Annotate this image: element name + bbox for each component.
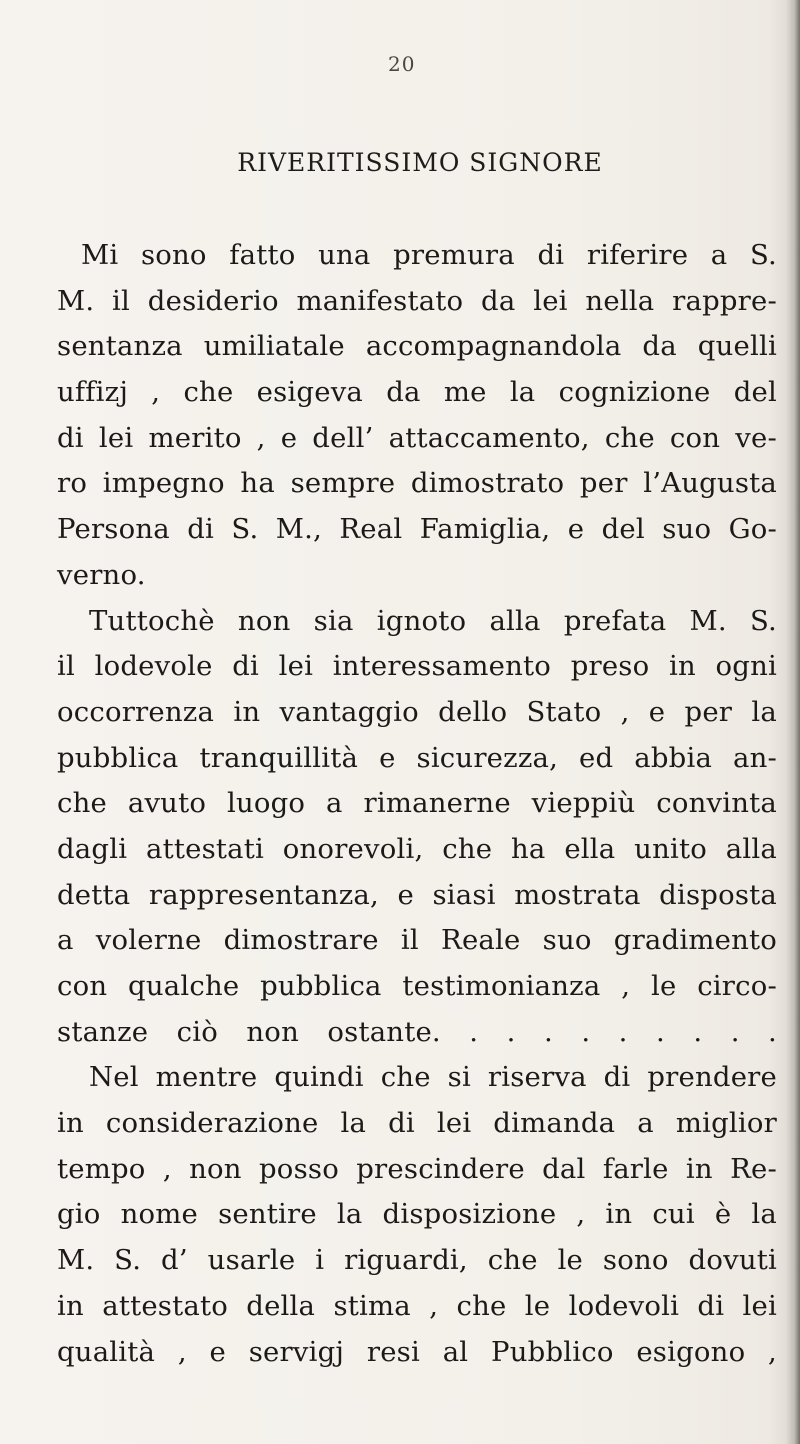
text-line: uffizj , che esigeva da me la cognizione del — [57, 376, 777, 409]
text-line: tempo , non posso prescindere dal farle in Re- — [57, 1152, 777, 1185]
text-line: Mi sono fatto una premura di riferire a S. — [81, 239, 777, 271]
text-line: Tuttochè non sia ignoto alla prefata M. S. — [89, 604, 777, 637]
text-line: in attestato della stima , che le lodevoli di lei — [57, 1289, 777, 1322]
page-edge-shadow — [786, 0, 800, 1444]
text-line: in considerazione la di lei dimanda a miglior — [57, 1107, 777, 1140]
text-line: ro impegno ha sempre dimostrato per l’Augusta — [57, 467, 777, 500]
text-line: Persona di S. M., Real Famiglia, e del suo Go- — [57, 513, 777, 546]
text-line: a volerne dimostrare il Reale suo gradimento — [57, 924, 777, 957]
text-line: gio nome sentire la disposizione , in cui è la — [57, 1198, 777, 1231]
text-line: M. il desiderio manifestato da lei nella rappre- — [57, 284, 777, 317]
text-line: il lodevole di lei interessamento preso in ogni — [57, 650, 777, 683]
text-line: di lei merito , e dell’ attaccamento, che con ve- — [57, 421, 777, 454]
text-line: sentanza umiliatale accompagnandola da quelli — [57, 330, 777, 363]
text-line: qualità , e servigj resi al Pubblico esigono , — [57, 1335, 777, 1368]
text-line: stanze ciò non ostante. . . . . . . . . . — [57, 1015, 777, 1048]
text-line: che avuto luogo a rimanerne vieppiù convinta — [57, 787, 777, 820]
text-line: con qualche pubblica testimonianza , le circo- — [57, 970, 777, 1002]
text-line: M. S. d’ usarle i riguardi, che le sono dovuti — [57, 1244, 777, 1277]
text-line: occorrenza in vantaggio dello Stato , e per la — [57, 695, 777, 728]
text-line: dagli attestati onorevoli, che ha ella unito alla — [57, 832, 777, 865]
text-line: pubblica tranquillità e sicurezza, ed abbia an- — [57, 741, 777, 774]
letter-heading: RIVERITISSIMO SIGNORE — [237, 148, 603, 177]
letter-body — [57, 233, 777, 1375]
page-number: 20 — [388, 52, 416, 76]
text-line: detta rappresentanza, e siasi mostrata disposta — [57, 878, 777, 911]
text-line: verno. — [57, 558, 146, 591]
text-line: Nel mentre quindi che si riserva di prendere — [89, 1061, 777, 1094]
